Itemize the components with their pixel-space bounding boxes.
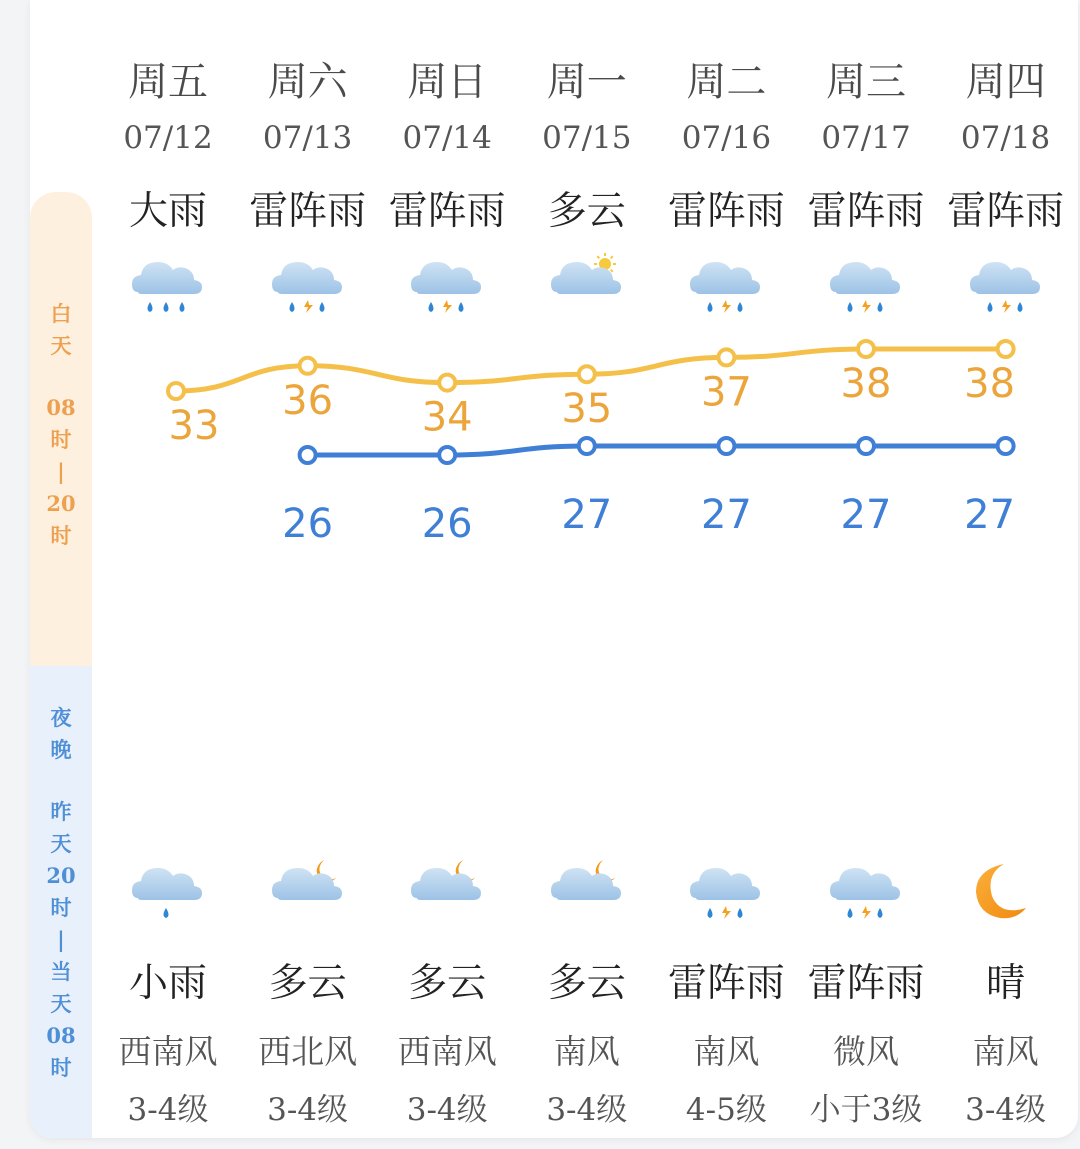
side-label-char: | bbox=[57, 459, 65, 484]
day-column bbox=[796, 0, 936, 1138]
date-label: 07/16 bbox=[681, 120, 772, 156]
night-condition: 晴 bbox=[986, 961, 1026, 1006]
side-label-char: | bbox=[57, 927, 65, 952]
side-label-char: 时 bbox=[50, 427, 72, 452]
wind-direction: 西南风 bbox=[397, 1032, 497, 1071]
low-temp-label: 27 bbox=[840, 492, 892, 538]
weekday-label: 周日 bbox=[407, 59, 488, 105]
night-condition: 多云 bbox=[268, 961, 347, 1006]
wind-level: 3-4级 bbox=[127, 1092, 209, 1128]
high-temp-label: 37 bbox=[700, 369, 752, 416]
day-column bbox=[98, 0, 238, 1138]
side-label-char: 夜 bbox=[50, 705, 72, 730]
low-temp-label: 27 bbox=[561, 492, 613, 538]
partly-cloudy-night-icon bbox=[547, 858, 627, 928]
low-temp-label: 26 bbox=[282, 501, 334, 547]
day-condition: 雷阵雨 bbox=[388, 189, 506, 234]
wind-level: 4-5级 bbox=[685, 1092, 767, 1128]
side-label-char: 时 bbox=[50, 523, 72, 548]
wind-level: 小于3级 bbox=[809, 1092, 923, 1128]
thunder-shower-icon bbox=[966, 252, 1046, 322]
side-label-char: 晚 bbox=[50, 737, 72, 762]
weekday-label: 周一 bbox=[546, 59, 627, 105]
day-condition: 大雨 bbox=[128, 189, 207, 234]
weekday-label: 周四 bbox=[965, 59, 1046, 105]
date-label: 07/15 bbox=[542, 120, 632, 156]
wind-level: 3-4级 bbox=[965, 1092, 1047, 1128]
night-label bbox=[51, 702, 72, 766]
day-condition: 雷阵雨 bbox=[807, 189, 925, 234]
wind-direction: 西南风 bbox=[118, 1032, 218, 1071]
partly-cloudy-night-icon bbox=[407, 858, 487, 928]
day-condition: 雷阵雨 bbox=[249, 189, 367, 234]
day-condition: 雷阵雨 bbox=[667, 189, 785, 234]
date-label: 07/14 bbox=[402, 120, 492, 156]
side-label-char: 昨 bbox=[50, 799, 72, 824]
night-condition: 多云 bbox=[408, 961, 487, 1006]
day-column bbox=[936, 0, 1076, 1138]
side-label-char: 20 bbox=[46, 491, 76, 516]
thunder-shower-icon bbox=[407, 252, 487, 322]
low-temp-label: 26 bbox=[421, 501, 473, 547]
weekday-label: 周三 bbox=[826, 59, 906, 105]
weekday-label: 周二 bbox=[686, 59, 767, 105]
date-label: 07/13 bbox=[262, 120, 353, 156]
wind-direction: 南风 bbox=[972, 1032, 1039, 1071]
day-column bbox=[517, 0, 657, 1138]
low-temp-label: 27 bbox=[700, 492, 752, 538]
wind-direction: 南风 bbox=[693, 1032, 760, 1071]
side-label-char: 当 bbox=[50, 959, 72, 984]
daytime-side-label bbox=[30, 192, 92, 666]
high-temp-label: 33 bbox=[168, 403, 220, 449]
thunder-shower-icon bbox=[826, 252, 906, 322]
high-temp-label: 38 bbox=[840, 361, 892, 407]
side-label-char: 时 bbox=[50, 895, 72, 920]
wind-direction: 南风 bbox=[553, 1032, 620, 1071]
date-label: 07/17 bbox=[821, 120, 911, 156]
high-temp-label: 36 bbox=[282, 377, 334, 424]
heavy-rain-icon bbox=[128, 252, 208, 322]
low-temp-label: 27 bbox=[964, 492, 1016, 538]
wind-level: 3-4级 bbox=[546, 1092, 628, 1128]
side-label-char: 天 bbox=[50, 831, 72, 856]
thunder-shower-icon bbox=[826, 858, 906, 928]
wind-level: 3-4级 bbox=[406, 1092, 488, 1128]
crescent-moon-icon bbox=[966, 858, 1046, 928]
night-condition: 小雨 bbox=[128, 961, 207, 1006]
high-temp-label: 35 bbox=[561, 386, 613, 433]
weekday-label: 周五 bbox=[128, 59, 208, 105]
side-label-char: 天 bbox=[50, 991, 72, 1016]
high-temp-label: 34 bbox=[421, 394, 473, 441]
side-label-char: 20 bbox=[46, 863, 76, 888]
side-label-char: 08 bbox=[46, 395, 76, 420]
light-rain-icon bbox=[128, 858, 208, 928]
side-label-char: 白 bbox=[50, 301, 72, 326]
day-condition: 雷阵雨 bbox=[947, 189, 1065, 234]
weekday-label: 周六 bbox=[267, 59, 348, 105]
thunder-shower-icon bbox=[686, 858, 766, 928]
partly-cloudy-day-icon bbox=[547, 252, 627, 322]
side-label-char: 天 bbox=[50, 333, 72, 358]
daytime-hours-label bbox=[46, 392, 75, 552]
daytime-label bbox=[51, 298, 72, 362]
high-temp-label: 38 bbox=[964, 361, 1016, 407]
side-label-char: 08 bbox=[46, 1023, 76, 1048]
day-column bbox=[656, 0, 796, 1138]
date-label: 07/18 bbox=[960, 120, 1051, 156]
night-condition: 雷阵雨 bbox=[667, 961, 785, 1006]
night-condition: 雷阵雨 bbox=[807, 961, 925, 1006]
day-condition: 多云 bbox=[547, 189, 626, 234]
partly-cloudy-night-icon bbox=[268, 858, 348, 928]
thunder-shower-icon bbox=[686, 252, 766, 322]
night-side-label bbox=[30, 666, 92, 1138]
thunder-shower-icon bbox=[268, 252, 348, 322]
date-label: 07/12 bbox=[123, 120, 213, 156]
wind-level: 3-4级 bbox=[267, 1092, 349, 1128]
night-condition: 多云 bbox=[547, 961, 626, 1006]
side-label-char: 时 bbox=[50, 1055, 72, 1080]
day-column bbox=[238, 0, 378, 1138]
wind-direction: 西北风 bbox=[258, 1032, 358, 1071]
day-column bbox=[377, 0, 517, 1138]
wind-direction: 微风 bbox=[833, 1032, 899, 1071]
night-hours-label bbox=[46, 796, 75, 1084]
